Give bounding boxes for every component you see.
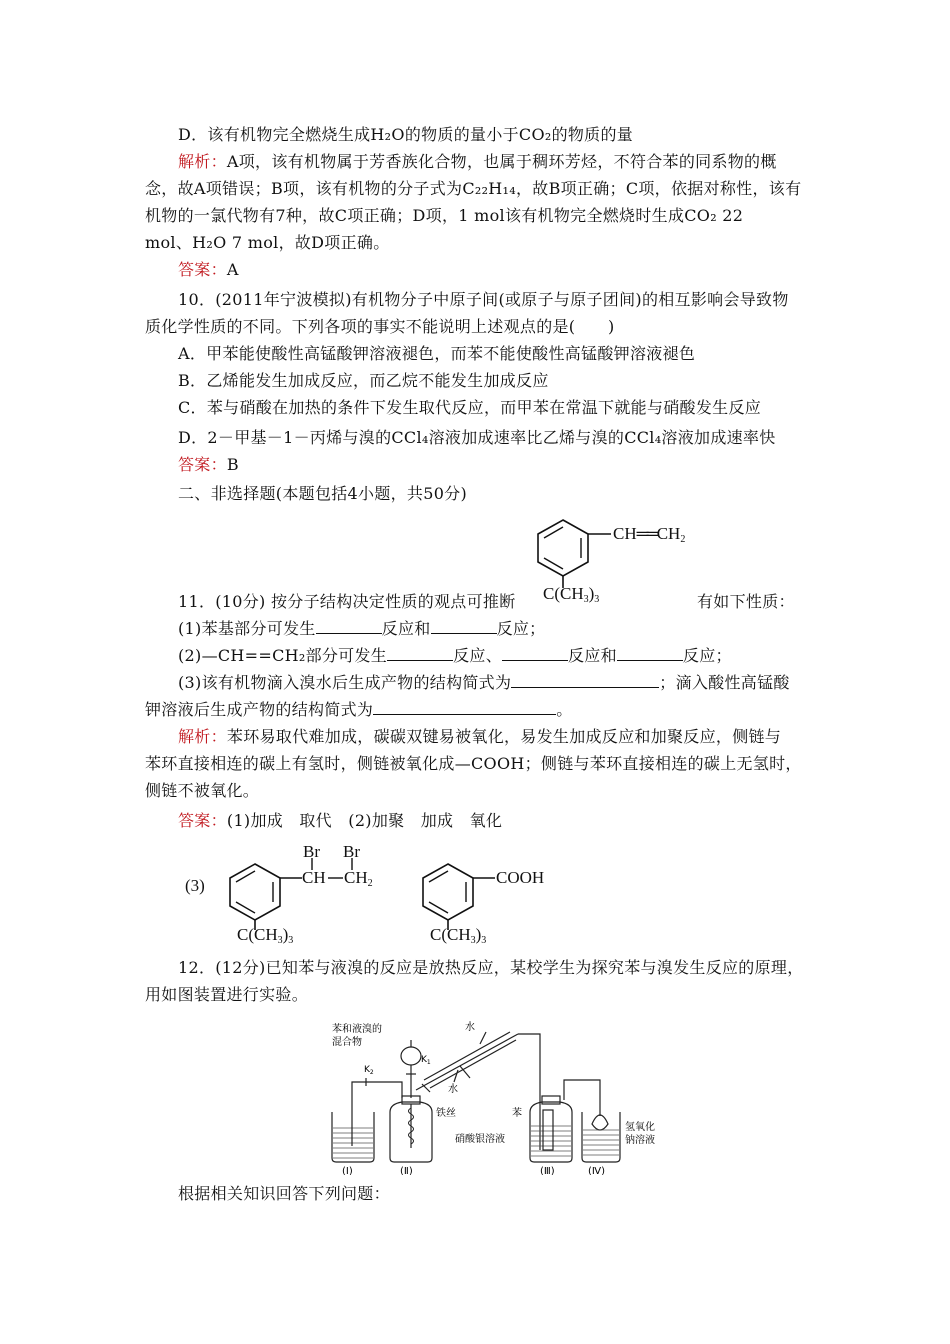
tert-butyl-group-ans1: $C(CH_3)_3$ bbox=[237, 925, 294, 946]
label-benzene: 苯 bbox=[512, 1108, 522, 1119]
label-water-top: 水 bbox=[465, 1022, 475, 1033]
question-11-line-1-end: 有如下性质： bbox=[697, 592, 795, 611]
question-10-line-2: 质化学性质的不同。下列各项的事实不能说明上述观点的是( ) bbox=[145, 317, 615, 336]
q10-option-a: A．甲苯能使酸性高锰酸钾溶液褪色，而苯不能使酸性高锰酸钾溶液褪色 bbox=[178, 344, 696, 363]
q10-option-b: B．乙烯能发生加成反应，而乙烷不能发生加成反应 bbox=[178, 371, 549, 390]
answer-label: 答案： bbox=[178, 260, 227, 279]
ch2-group: $CH_2$ bbox=[344, 868, 373, 889]
label-vessel-iii: (Ⅲ) bbox=[540, 1166, 555, 1175]
answer-label: 答案： bbox=[178, 455, 227, 474]
prompt-line: 根据相关知识回答下列问题： bbox=[178, 1184, 390, 1203]
q11-part-3-cont: 钾溶液后生成产物的结构简式为 。 bbox=[145, 700, 573, 719]
label-iron-wire: 铁丝 bbox=[436, 1108, 456, 1119]
question-11-line-1: 11．(10分) 按分子结构决定性质的观点可推断 bbox=[178, 592, 516, 611]
label-mixture-2: 混合物 bbox=[332, 1037, 362, 1048]
analysis-11-line-2: 苯环直接相连的碳上有氢时，侧链被氧化成—COOH；侧链与苯环直接相连的碳上无氢时， bbox=[145, 754, 802, 773]
analysis-line-2: 念，故A项错误；B项，该有机物的分子式为C₂₂H₁₄，故B项正确；C项，依据对称性，该有 bbox=[145, 179, 802, 198]
analysis-line-1: 解析：A项，该有机物属于芳香族化合物，也属于稠环芳烃，不符合苯的同系物的概 bbox=[178, 152, 777, 171]
ch-group: CH bbox=[302, 868, 326, 887]
label-water-bottom: 水 bbox=[448, 1084, 458, 1095]
label-naoh: 氢氧化 bbox=[625, 1122, 655, 1133]
vinyl-group: $CH══CH_2$ bbox=[613, 524, 686, 545]
label-mixture: 苯和液溴的 bbox=[332, 1024, 382, 1035]
cooh-group: COOH bbox=[496, 868, 545, 887]
question-10-line-1: 10．(2011年宁波模拟)有机物分子中原子间(或原子与原子团间)的相互影响会导致物 bbox=[178, 290, 789, 309]
question-12-line-1: 12．(12分)已知苯与液溴的反应是放热反应，某校学生为探究苯与溴发生反应的原理， bbox=[178, 958, 804, 977]
q10-option-d: D．2－甲基－1－丙烯与溴的CCl₄溶液加成速率比乙烯与溴的CCl₄溶液加成速率快 bbox=[178, 428, 776, 447]
tert-butyl-group-ans2: $C(CH_3)_3$ bbox=[430, 925, 487, 946]
label-vessel-i: (Ⅰ) bbox=[342, 1166, 353, 1175]
q11-part-2: (2)—CH==CH₂部分可发生 反应、 反应和 反应； bbox=[178, 646, 732, 665]
q11-part-1: (1)苯基部分可发生 反应和 反应； bbox=[178, 619, 546, 638]
answer-line-10: 答案：B bbox=[178, 455, 239, 474]
option-d-line: D．该有机物完全燃烧生成H₂O的物质的量小于CO₂的物质的量 bbox=[178, 125, 634, 144]
answer-label: 答案： bbox=[178, 811, 227, 830]
section-heading: 二、非选择题(本题包括4小题，共50分) bbox=[178, 484, 468, 503]
answer-line-11: 答案：(1)加成 取代 (2)加聚 加成 氧化 bbox=[178, 811, 503, 830]
tert-butyl-group: $C(CH_3)_3$ bbox=[543, 584, 600, 605]
label-naoh-2: 钠溶液 bbox=[625, 1135, 655, 1146]
label-k1: $K_1$ bbox=[421, 1055, 431, 1066]
question-12-line-2: 用如图装置进行实验。 bbox=[145, 985, 309, 1004]
label-vessel-iv: (Ⅳ) bbox=[588, 1166, 606, 1175]
q11-part-3: (3)该有机物滴入溴水后生成产物的结构简式为 ；滴入酸性高锰酸 bbox=[178, 673, 790, 692]
analysis-11-line-3: 侧链不被氧化。 bbox=[145, 781, 260, 800]
answer-part-3-label: (3) bbox=[185, 876, 205, 895]
label-silver-nitrate: 硝酸银溶液 bbox=[455, 1134, 505, 1145]
bromine-1: Br bbox=[303, 842, 320, 861]
bromine-2: Br bbox=[343, 842, 360, 861]
answer-line-9: 答案：A bbox=[178, 260, 239, 279]
analysis-line-4: mol、H₂O 7 mol，故D项正确。 bbox=[145, 233, 390, 252]
label-k2: $K_2$ bbox=[364, 1065, 374, 1076]
q10-option-c: C．苯与硝酸在加热的条件下发生取代反应，而甲苯在常温下就能与硝酸发生反应 bbox=[178, 398, 762, 417]
analysis-label: 解析： bbox=[178, 727, 227, 746]
analysis-line-3: 机物的一氯代物有7种，故C项正确；D项，1 mol该有机物完全燃烧时生成CO₂ 22 bbox=[145, 206, 744, 225]
analysis-label: 解析： bbox=[178, 152, 227, 171]
apparatus-diagram bbox=[320, 1020, 700, 1175]
label-vessel-ii: (Ⅱ) bbox=[400, 1166, 413, 1175]
analysis-11-line-1: 解析：苯环易取代难加成，碳碳双键易被氧化，易发生加成反应和加聚反应，侧链与 bbox=[178, 727, 782, 746]
